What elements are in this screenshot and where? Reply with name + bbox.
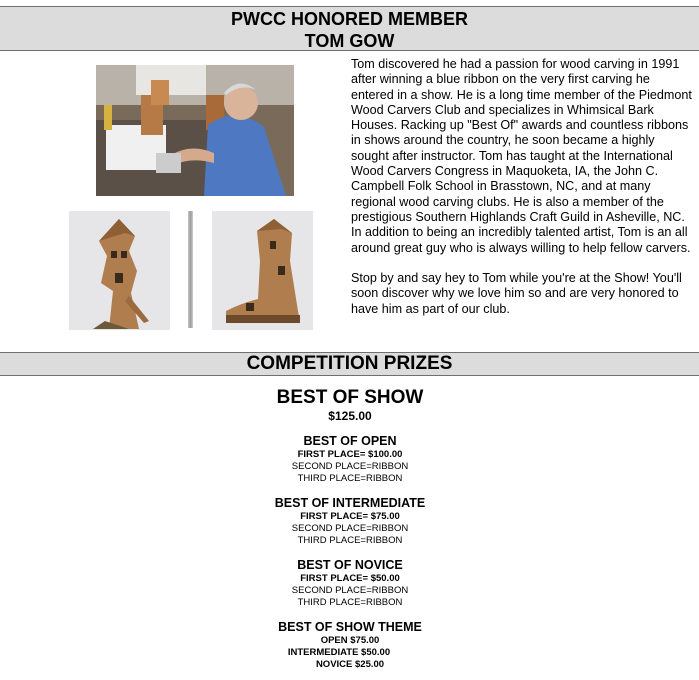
prize-line: FIRST PLACE= $100.00	[297, 449, 403, 460]
prize-line: FIRST PLACE= $50.00	[300, 573, 400, 584]
prize-category-show-theme	[150, 620, 550, 671]
prize-category-novice	[150, 558, 550, 609]
prize-line: THIRD PLACE=RIBBON	[297, 535, 403, 546]
prize-line: NOVICE $25.00	[315, 659, 385, 670]
category-title: BEST OF SHOW THEME	[278, 620, 422, 634]
category-title: BEST OF INTERMEDIATE	[274, 496, 426, 510]
prize-line: OPEN $75.00	[320, 635, 380, 646]
member-bio	[351, 57, 699, 317]
header-title: PWCC HONORED MEMBER	[231, 9, 468, 29]
boot-house-photo	[212, 211, 313, 330]
prize-category-intermediate	[150, 496, 550, 547]
bark-house-photo	[69, 211, 170, 330]
prize-category-open	[150, 434, 550, 485]
prize-line: THIRD PLACE=RIBBON	[297, 473, 403, 484]
carver-photo	[96, 65, 294, 196]
member-name: TOM GOW	[304, 31, 395, 51]
prize-line: SECOND PLACE=RIBBON	[291, 585, 409, 596]
prize-line: SECOND PLACE=RIBBON	[291, 523, 409, 534]
image-divider	[188, 211, 193, 328]
best-of-show-amount: $125.00	[328, 409, 372, 423]
bio-paragraph-2: Stop by and say hey to Tom while you're at the Show! You'll soon discover why we love him so and are very honored to have him as part of our club.	[351, 271, 682, 316]
category-title: BEST OF OPEN	[303, 434, 397, 448]
prize-line: FIRST PLACE= $75.00	[300, 511, 400, 522]
prizes-header	[0, 352, 699, 376]
category-title: BEST OF NOVICE	[297, 558, 403, 572]
prize-line: SECOND PLACE=RIBBON	[291, 461, 409, 472]
prize-line: INTERMEDIATE $50.00	[287, 647, 391, 658]
bio-paragraph-1: Tom discovered he had a passion for wood carving in 1991 after winning a blue ribbon on the very first carving he entered in a show. He is a long time member of the Piedmont Wood Carvers Club and specializes in Whimsical Bark Houses. Racking up "Best Of" awards and countless ribbons in shows around the country, he soon became a highly sought after instructor. Tom has taught at the International Wood Carvers Congress in Maquoketa, IA, the John C. Campbell Folk School in Brasstown, NC, and at many regional wood carving clubs. He is also a member of the prestigious Southern Highlands Craft Guild in Asheville, NC. In addition to being an incredibly talented artist, Tom is an all around great guy who is always willing to help fellow carvers.	[351, 57, 692, 255]
prize-line: THIRD PLACE=RIBBON	[297, 597, 403, 608]
honored-member-header	[0, 6, 699, 51]
best-of-show-title: BEST OF SHOW	[276, 387, 424, 408]
prizes-title: COMPETITION PRIZES	[246, 353, 453, 374]
